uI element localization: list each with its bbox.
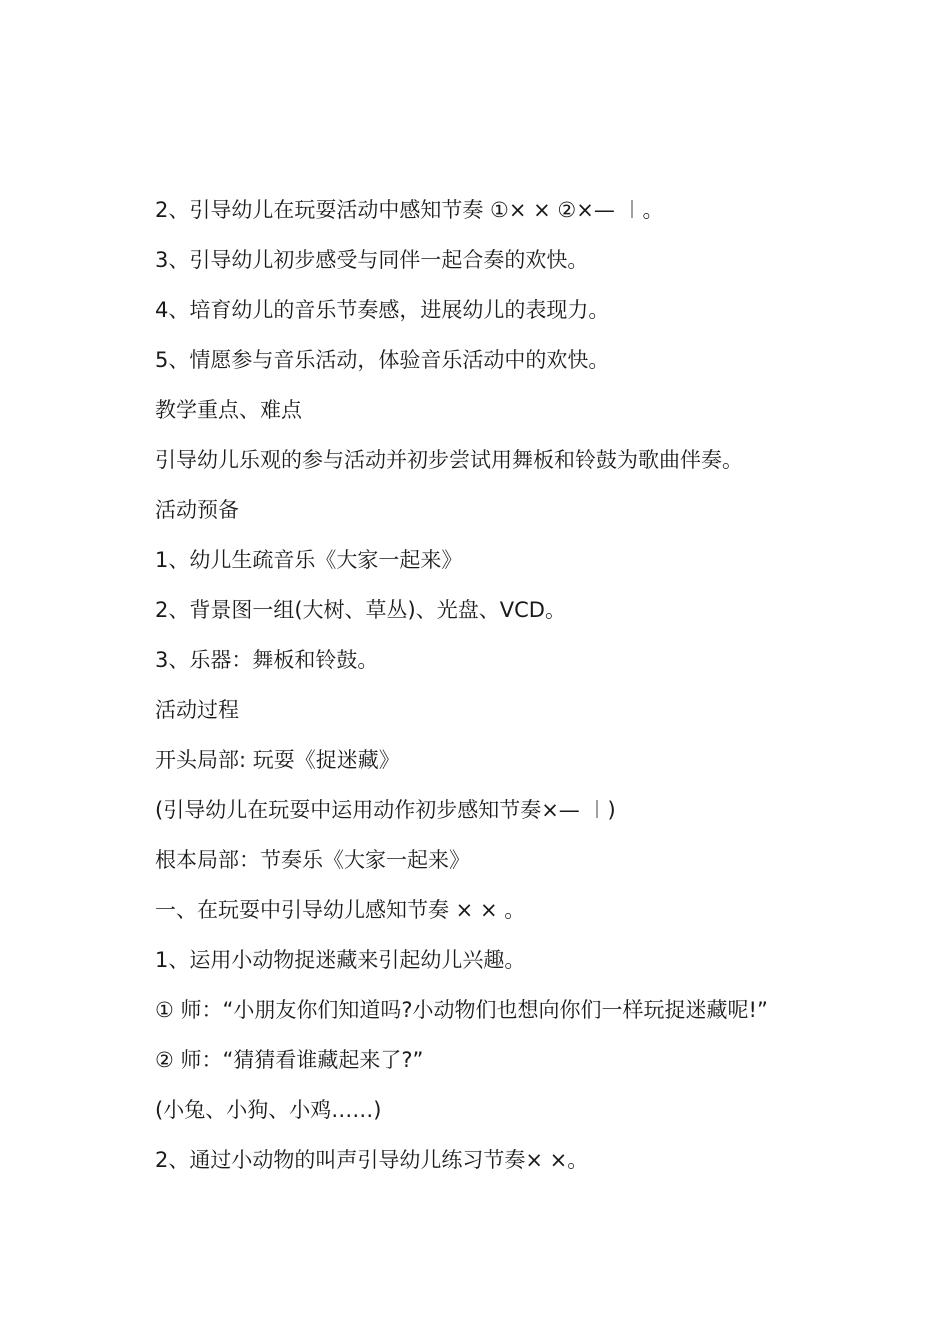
text-line-preparation-3: 3、乐器：舞板和铃鼓。 (155, 648, 379, 672)
text-line-preparation-2: 2、背景图一组(大树、草丛)、光盘、VCD。 (155, 598, 566, 622)
text-line-objective-4: 4、培育幼儿的音乐节奏感，进展幼儿的表现力。 (155, 298, 610, 322)
document-body (155, 185, 915, 1185)
text-line-step-one-2: 2、通过小动物的叫声引导幼儿练习节奏× ×。 (155, 1148, 589, 1172)
text-line-step-one-1: 1、运用小动物捉迷藏来引起幼儿兴趣。 (155, 948, 526, 972)
text-line-step-one: 一、在玩耍中引导幼儿感知节奏 × × 。 (155, 898, 526, 922)
text-line-opening-note: (引导幼儿在玩耍中运用动作初步感知节奏×— ︱) (155, 798, 616, 822)
section-heading-key-points: 教学重点、难点 (155, 398, 302, 422)
text-line-key-points: 引导幼儿乐观的参与活动并初步尝试用舞板和铃鼓为歌曲伴奏。 (155, 448, 743, 472)
text-line-objective-3: 3、引导幼儿初步感受与同伴一起合奏的欢快。 (155, 248, 589, 272)
text-line-teacher-quote-2: ② 师：“猜猜看谁藏起来了?” (155, 1048, 424, 1072)
text-line-main-part: 根本局部：节奏乐《大家一起来》 (155, 848, 470, 872)
text-line-objective-2: 2、引导幼儿在玩耍活动中感知节奏 ①× × ②×— ︱。 (155, 198, 664, 222)
text-line-preparation-1: 1、幼儿生疏音乐《大家一起来》 (155, 548, 463, 572)
text-line-opening-part: 开头局部: 玩耍《捉迷藏》 (155, 748, 400, 772)
text-line-teacher-quote-1: ① 师：“小朋友你们知道吗?小动物们也想向你们一样玩捉迷藏呢!” (155, 998, 768, 1022)
text-line-animals: (小兔、小狗、小鸡……) (155, 1098, 382, 1122)
section-heading-preparation: 活动预备 (155, 498, 239, 522)
section-heading-process: 活动过程 (155, 698, 239, 722)
text-line-objective-5: 5、情愿参与音乐活动，体验音乐活动中的欢快。 (155, 348, 610, 372)
